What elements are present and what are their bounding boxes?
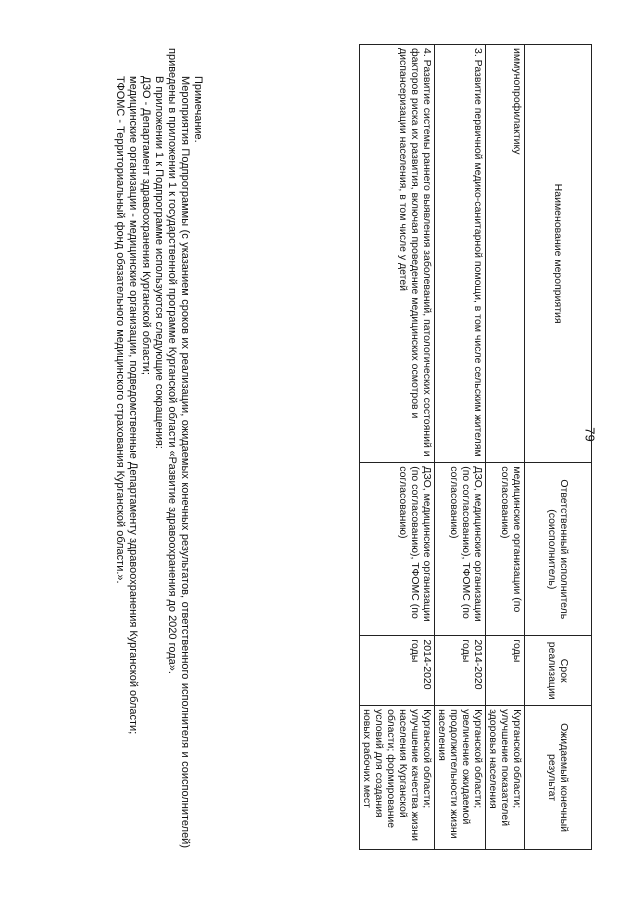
header-result: Ожидаемый конечный результат (525, 706, 592, 850)
cell-executor: ДЗО, медицинские организации (по согласованию), ТФОМС (по согласованию) (435, 463, 486, 636)
notes-block (113, 48, 204, 848)
table-row (486, 45, 525, 850)
header-executor: Ответственный исполнитель (соисполнитель) (525, 463, 592, 636)
abbreviation-medical-orgs: медицинские организации - медицинские организации, подведомственные Департаменту здравоохранения Курганской области; (127, 76, 139, 735)
cell-term: 2014-2020 годы (435, 636, 486, 706)
cell-activity: 4. Развитие системы раннего выявления заболеваний, патологических состояний и факторов риска их развития, включая проведение медицинских осмотров и диспансеризации населения, в том числе у детей (360, 45, 435, 463)
cell-term: 2014-2020 годы (360, 636, 435, 706)
cell-result: Курганской области; улучшение качества жизни населения Курганской области; формирование условий для создания новых рабочих мест (360, 706, 435, 850)
activities-table (359, 44, 592, 850)
table-row (435, 45, 486, 850)
notes-paragraph: Мероприятия Подпрограммы (с указанием сроков их реализации, ожидаемых конечных результатов, ответственного исполнителя и соисполнителей) приведены в приложении 1 к государственной программе Курганской области «Развитие здравоохранения до 2020 года». (166, 48, 191, 848)
abbreviations-intro: В приложении 1 к Подпрограмме используются следующие сокращения: (153, 76, 165, 449)
page-number: 79 (582, 427, 598, 442)
table-row (360, 45, 435, 850)
cell-term: годы (486, 636, 525, 706)
abbreviation-dzo: ДЗО - Департамент здравоохранения Курганской области; (140, 76, 152, 375)
rotated-page-content (40, 22, 600, 882)
header-term: Срок реализации (525, 636, 592, 706)
cell-result: Курганской области; увеличение ожидаемой продолжительности жизни населения (435, 706, 486, 850)
cell-activity: 3. Развитие первичной медико-санитарной помощи, в том числе сельским жителям (435, 45, 486, 463)
header-activity: Наименование мероприятия (525, 45, 592, 463)
cell-executor: ДЗО, медицинские организации (по согласованию), ТФОМС (по согласованию) (360, 463, 435, 636)
abbreviation-tfoms: ТФОМС - Территориальный фонд обязательного медицинского страхования Курганской области.». (114, 76, 126, 584)
table-header-row (525, 45, 592, 850)
cell-result: Курганской области; улучшение показателей здоровья населения (486, 706, 525, 850)
cell-executor: медицинские организации (по согласованию) (486, 463, 525, 636)
notes-title: Примечание. (192, 76, 204, 143)
cell-activity: иммунопрофилактику (486, 45, 525, 463)
